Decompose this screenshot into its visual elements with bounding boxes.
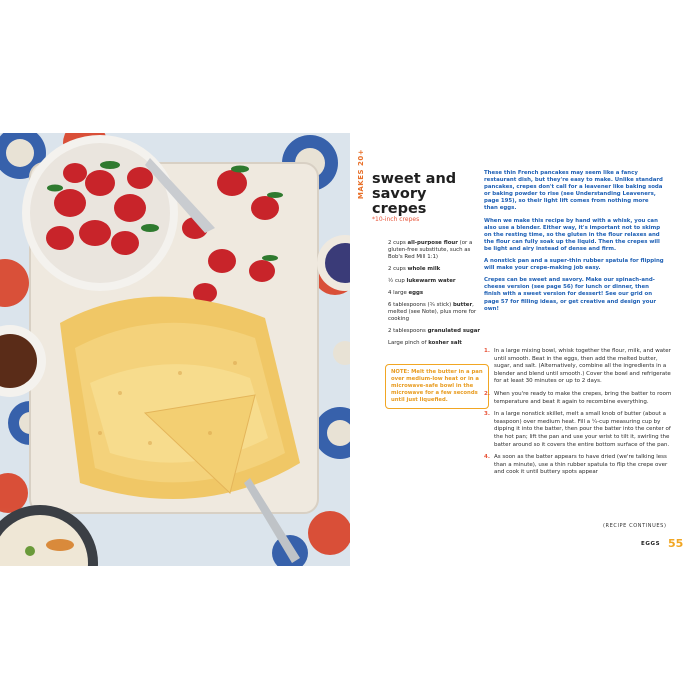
recipe-intro: [484, 170, 664, 318]
ingredient-item: ½ cup lukewarm water: [388, 278, 456, 284]
title-line: crepes: [372, 201, 427, 217]
page-number: 55: [668, 537, 684, 550]
butter-note: NOTE: Melt the butter in a pan over medium-low heat or in a microwave-safe bowl in the microwave for a few seconds until just liquefied.: [385, 364, 489, 409]
title-line: sweet and: [372, 171, 457, 187]
crepes-photo: [0, 133, 350, 566]
recipe-title: [372, 172, 472, 217]
step-item: 2. When you're ready to make the crepes, bring the batter to room temperature and beat it again to recombine everything.: [484, 390, 672, 405]
intro-paragraph: These thin French pancakes may seem like a fancy restaurant dish, but they're easy to make. Unlike standard pancakes, crepes don't call for a leavener like baking soda or baking powder to rise (see Understanding Leaveners, page 195), so their light lift comes from nothing more than eggs.: [484, 170, 663, 212]
method-steps: [484, 348, 674, 482]
ingredient-item: 2 tablespoons granulated sugar: [388, 328, 481, 334]
recipe-yield: *10-inch crepes: [372, 216, 420, 223]
recipe-continues: (RECIPE CONTINUES): [603, 523, 667, 529]
step-item: 4. As soon as the batter appears to have dried (we're talking less than a minute), use a thin rubber spatula to flip the crepe over and cook it until buttery spots appear: [484, 454, 668, 476]
title-line: savory: [372, 186, 427, 202]
makes-text: MAKES 20+: [357, 148, 365, 200]
ingredient-item: 4 large eggs: [388, 290, 424, 296]
step-item: 3. In a large nonstick skillet, melt a small knob of butter (about a teaspoon) over medium heat. Fill a ¼-cup measuring cup by dipping it into the batter, then pour the batter into the center of the hot pan; lift the pan and use your wrist to tilt it, swirling the batter around so it covers the entire bottom surface of the pan.: [484, 411, 671, 448]
ingredient-item: 2 cups all-purpose flour (or a gluten-free substitute, such as Bob's Red Mill 1:1): [388, 240, 473, 260]
intro-paragraph: Crepes can be sweet and savory. Make our spinach-and-cheese version (see page 56) for lunch or dinner, then finish with a sweet version for dessert! See our grid on page 57 for filling ideas, or get creative and design your own!: [484, 277, 656, 312]
makes-label: [355, 150, 367, 210]
intro-paragraph: A nonstick pan and a super-thin rubber spatula for flipping will make your crepe-making job easy.: [484, 258, 664, 272]
step-item: 1. In a large mixing bowl, whisk together the flour, milk, and water until smooth. Beat in the eggs, then add the melted butter, sugar, and salt. (Alternatively, combine all the ingredients in a blender and blend until smooth.) Cover the bowl and refrigerate for at least 30 minutes or up to 2 days.: [484, 348, 671, 385]
ingredient-item: Large pinch of kosher salt: [388, 340, 462, 346]
ingredient-list: [388, 240, 484, 352]
intro-paragraph: When we make this recipe by hand with a whisk, you can also use a blender. Either way, it's important not to skimp on the resting time, so the gluten in the flour relaxes and the flour can fully soak up the liquid. Then the crepes will be light and airy instead of dense and firm.: [484, 217, 661, 252]
section-folio: EGGS: [641, 541, 661, 547]
ingredient-item: 6 tablespoons (¾ stick) butter, melted (see Note), plus more for cooking: [388, 302, 477, 322]
ingredient-item: 2 cups whole milk: [388, 266, 441, 272]
